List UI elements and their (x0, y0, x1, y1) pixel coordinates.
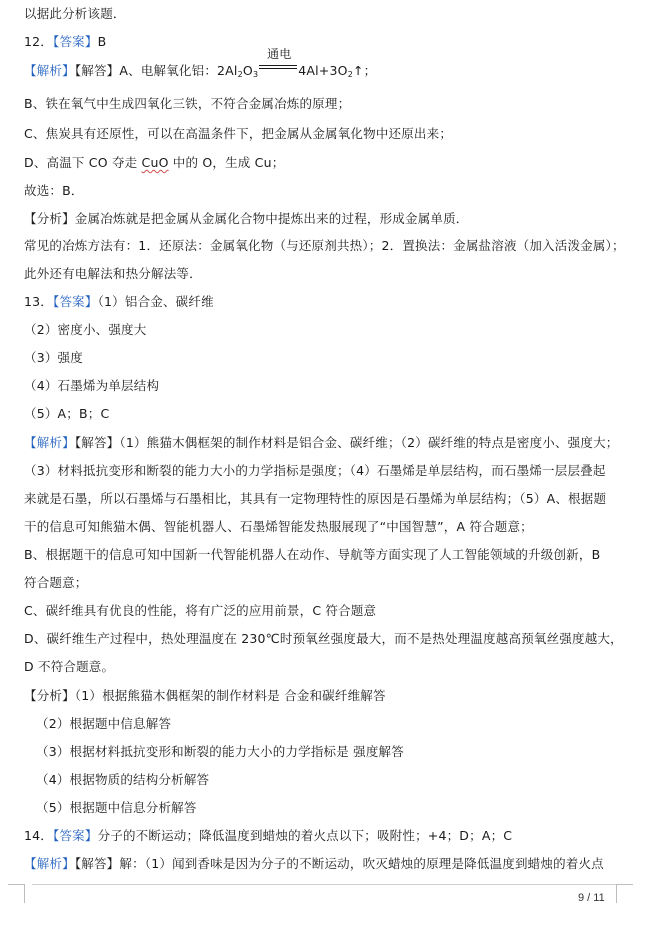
text-line: D 不符合题意。 (24, 659, 115, 674)
text-line: （4）石墨烯为单层结构 (24, 378, 160, 393)
text-line: 干的信息可知熊猫木偶、智能机器人、石墨烯智能发热服展现了“中国智慧”，A 符合题意； (24, 519, 533, 534)
text-line: 来就是石墨，所以石墨烯与石墨相比，其具有一定物理特性的原因是石墨烯为单层结构；（5）A、根据题 (24, 491, 607, 506)
text-line: 【分析】金属冶炼就是把金属从金属化合物中提炼出来的过程，形成金属单质． (24, 211, 469, 226)
text-line: （3）根据材料抵抗变形和断裂的能力大小的力学指标是 强度解答 (36, 744, 404, 759)
text-line: （2）密度小、强度大 (24, 322, 147, 337)
text-line: 以据此分析该题． (24, 6, 126, 21)
text-line: 此外还有电解法和热分解法等． (24, 266, 202, 281)
text-line: C、焦炭具有还原性，可以在高温条件下，把金属从金属氧化物中还原出来； (24, 126, 453, 141)
text-line: D、高温下 CO 夺走 CuO 中的 O，生成 Cu； (24, 155, 285, 170)
text-line: D、碳纤维生产过程中，热处理温度在 230℃时预氧丝强度最大，而不是热处理温度越高预氧丝强度越大， (24, 631, 623, 646)
analysis-line-14: 【解析】【解答】解：（1）闻到香味是因为分子的不断运动，吹灭蜡烛的原理是降低温度到蜡烛的着火点 (24, 856, 604, 871)
analysis-tag: 【解析】 (24, 435, 75, 450)
answer-tag: 【答案】 (53, 294, 98, 309)
analysis-tag: 【解析】 (24, 856, 75, 871)
page-number: 9 / 11 (578, 892, 605, 904)
answer-line-12: 12．【答案】B (24, 34, 107, 49)
text-line: 故选：B． (24, 183, 84, 198)
text-line: （5）A；B；C (24, 406, 110, 421)
footer-divider (32, 884, 616, 885)
answer-line-14: 14．【答案】分子的不断运动；降低温度到蜡烛的着火点以下；吸附性；+4；D；A；C (24, 828, 513, 843)
text-line: 【分析】（1）根据熊猫木偶框架的制作材料是 合金和碳纤维解答 (24, 688, 386, 703)
formula-underlined: CuO (141, 155, 169, 170)
text-line: （3）材料抵抗变形和断裂的能力大小的力学指标是强度；（4）石墨烯是单层结构，而石墨烯一层层叠起 (24, 463, 606, 478)
answer-tag: 【答案】 (53, 34, 98, 49)
analysis-line-12: 【解析】【解答】A、电解氧化铝：$2Al_2O_3$ 通电 $4Al+3O_2↑$； (24, 47, 377, 79)
text-line: B、根据题干的信息可知中国新一代智能机器人在动作、导航等方面实现了人工智能领域的升级创新，B (24, 547, 601, 562)
answer-tag: 【答案】 (53, 828, 98, 843)
text-line: （2）根据题中信息解答 (36, 716, 172, 731)
text-line: 符合题意； (24, 575, 88, 590)
text-line: B、铁在氧气中生成四氧化三铁，不符合金属冶炼的原理； (24, 96, 351, 111)
text-line: （3）强度 (24, 350, 83, 365)
answer-line-13: 13．【答案】（1）铝合金、碳纤维 (24, 294, 214, 309)
analysis-line-13: 【解析】【解答】（1）熊猫木偶框架的制作材料是铝合金、碳纤维；（2）碳纤维的特点是密度小、强度大； (24, 435, 619, 450)
text-line: 常见的冶炼方法有：1．还原法：金属氧化物（与还原剂共热）；2．置换法：金属盐溶液（加入活泼金属）； (24, 238, 625, 253)
text-line: C、碳纤维具有优良的性能，将有广泛的应用前景，C 符合题意 (24, 603, 377, 618)
reaction-condition-arrow (258, 47, 298, 79)
page-corner-mark-left (8, 884, 25, 903)
text-line: （5）根据题中信息分析解答 (36, 800, 197, 815)
page-corner-mark-right (616, 884, 633, 903)
reaction-condition: 通电 (267, 47, 292, 61)
analysis-tag: 【解析】 (24, 63, 75, 78)
text-line: （4）根据物质的结构分析解答 (36, 772, 210, 787)
